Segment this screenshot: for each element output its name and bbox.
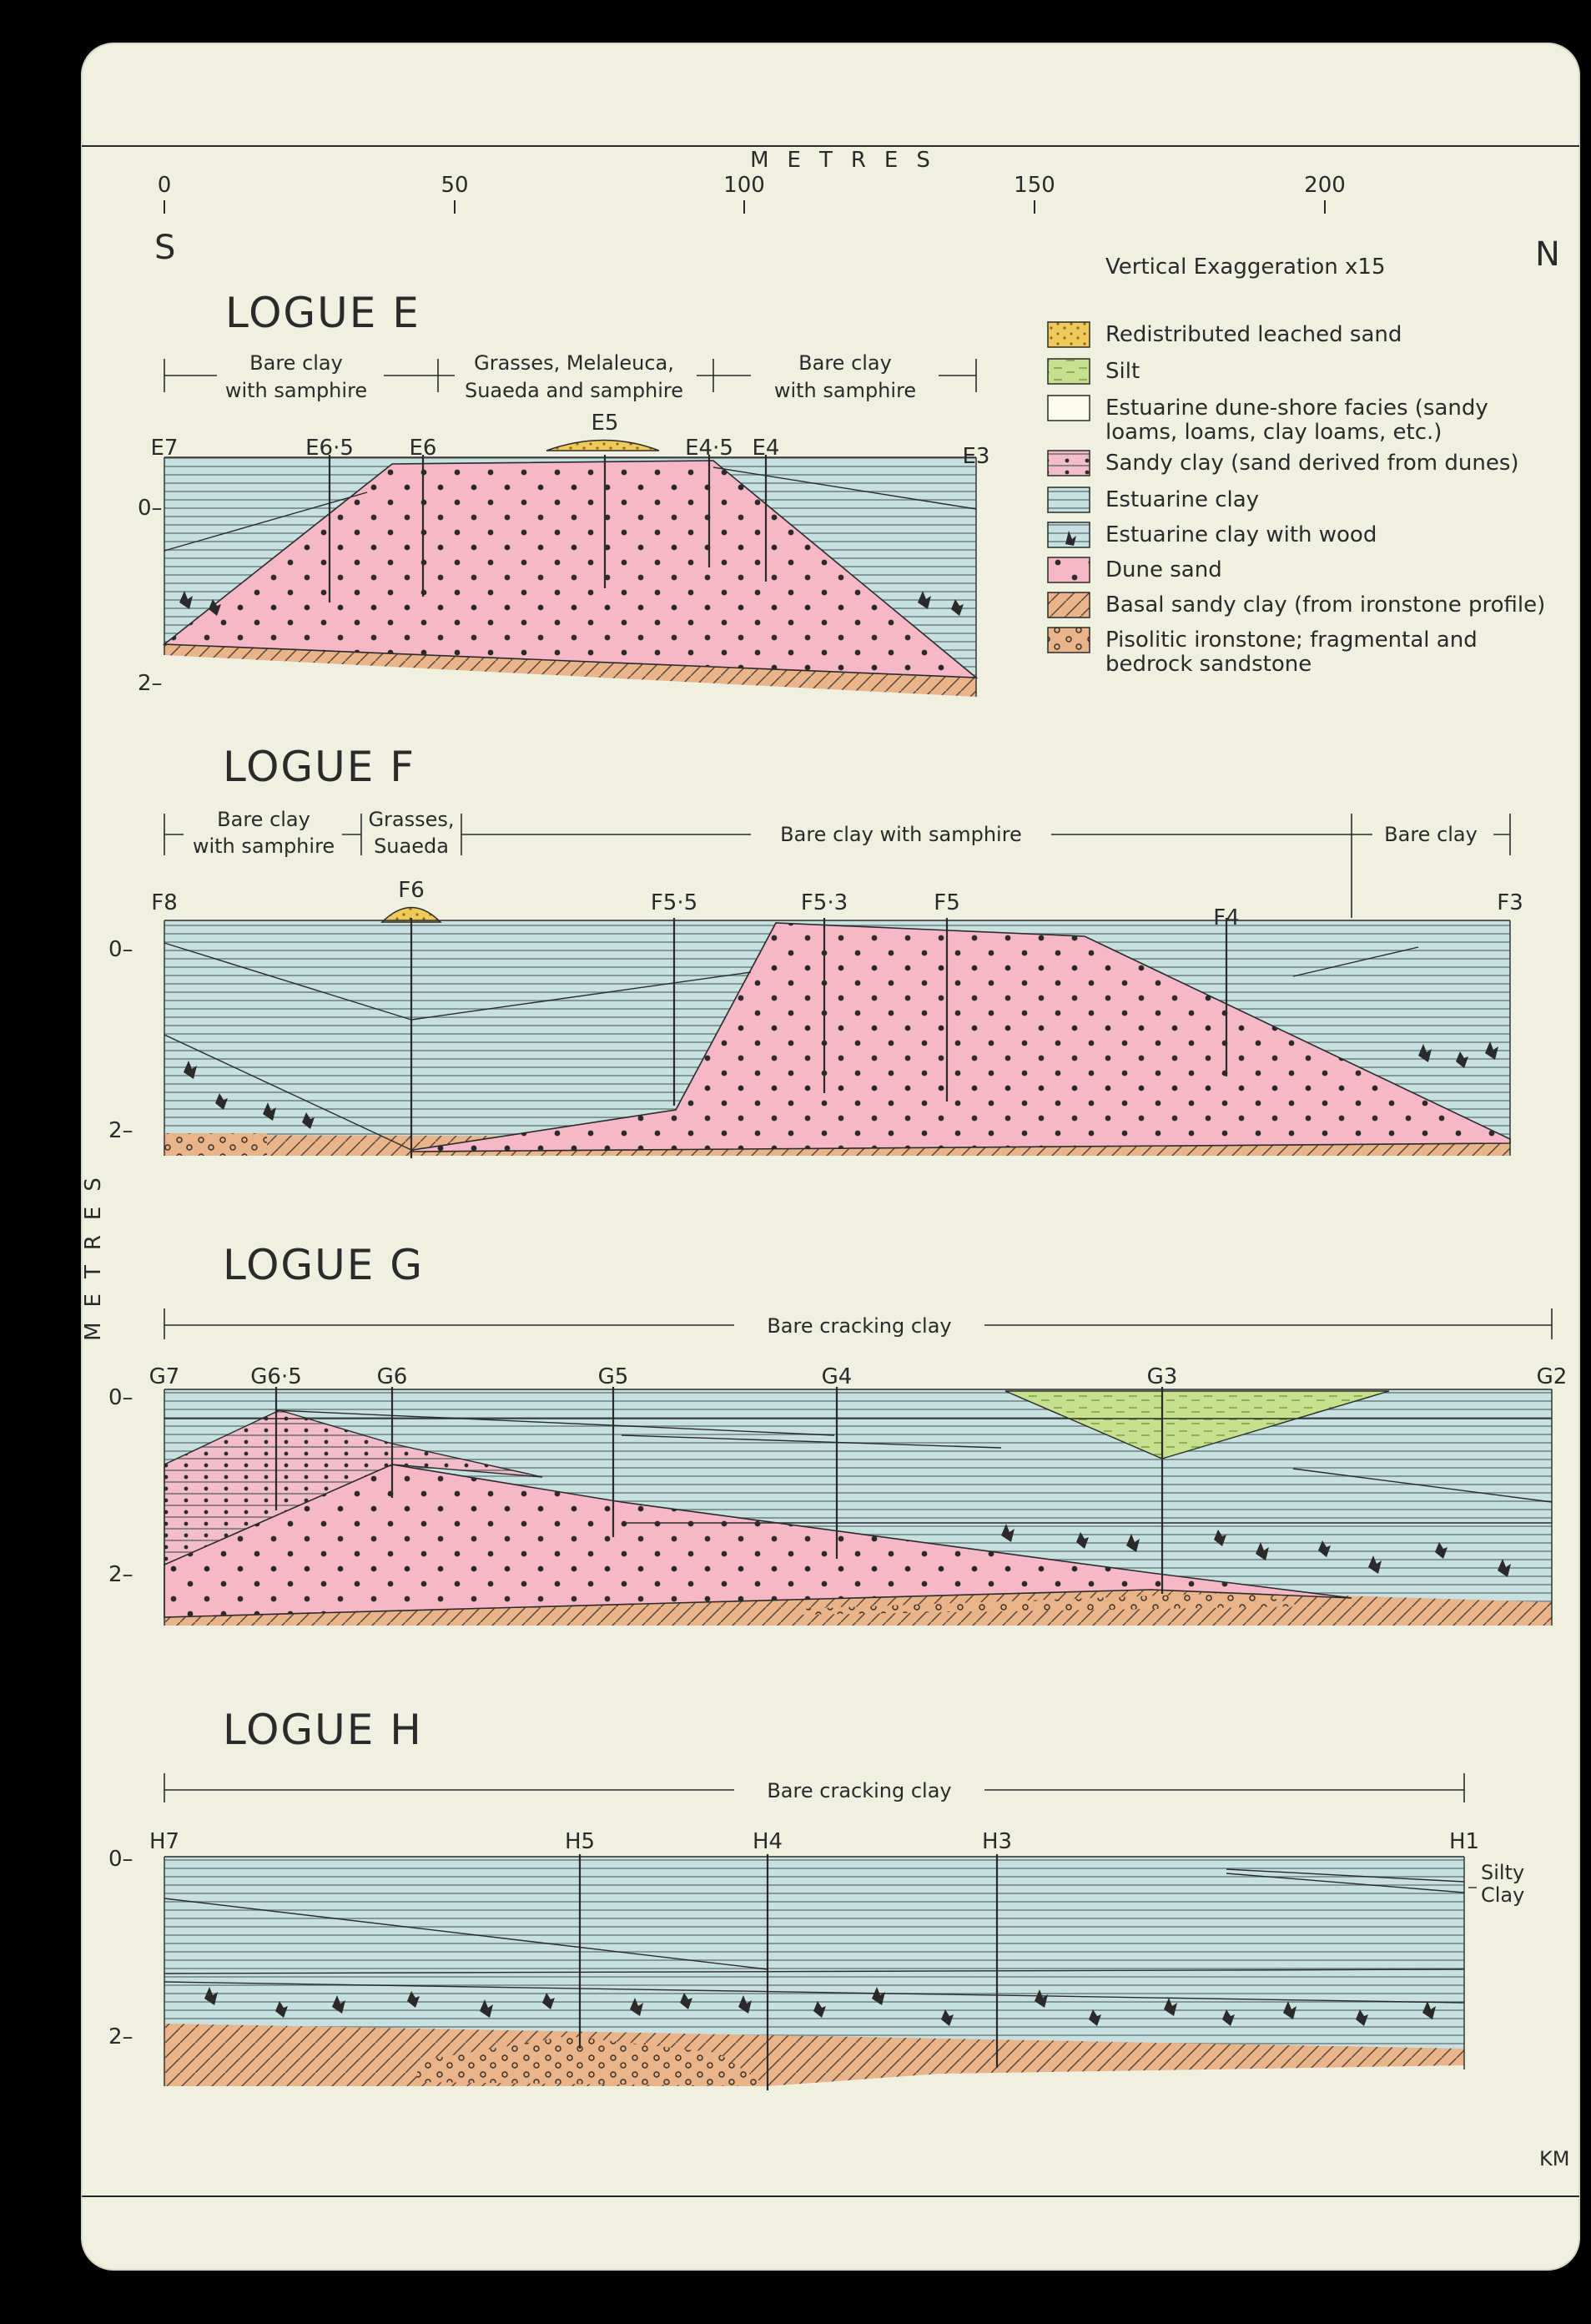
- legend-label: Estuarine dune-shore facies (sandy: [1105, 396, 1488, 421]
- borehole-label: E5: [591, 411, 619, 436]
- vertical-exaggeration-note: Vertical Exaggeration x15: [1105, 255, 1386, 280]
- zone-label: with samphire: [773, 379, 917, 402]
- silty-clay-note: Clay: [1481, 1883, 1525, 1907]
- borehole-label: G6: [376, 1364, 408, 1389]
- section-title: LOGUE H: [223, 1706, 423, 1754]
- depth-label: 0–: [108, 1847, 133, 1872]
- section-title: LOGUE G: [223, 1241, 425, 1289]
- zone-label: Bare cracking clay: [767, 1779, 952, 1802]
- legend-label: bedrock sandstone: [1105, 652, 1312, 677]
- scale-tick-label: 0: [157, 173, 172, 198]
- zone-label: Bare clay: [1384, 823, 1478, 846]
- borehole-label: E6·5: [305, 436, 354, 461]
- legend-label: Basal sandy clay (from ironstone profile): [1105, 592, 1546, 618]
- legend-label: Silt: [1105, 359, 1140, 384]
- borehole-label: H3: [981, 1829, 1013, 1854]
- zone-label: with samphire: [192, 834, 335, 858]
- depth-label: 0–: [108, 1385, 133, 1410]
- south-label: S: [154, 229, 176, 267]
- legend-label: Pisolitic ironstone; fragmental and: [1105, 628, 1478, 653]
- borehole-label: G7: [149, 1364, 180, 1389]
- north-label: N: [1535, 235, 1560, 274]
- borehole-label: E3: [962, 444, 990, 469]
- side-axis-title: METRES: [81, 1162, 106, 1341]
- pisolitic-ironstone: [164, 1133, 267, 1156]
- zone-label: Bare cracking clay: [767, 1314, 952, 1338]
- scale-tick-label: 150: [1014, 173, 1055, 198]
- scale-tick-label: 100: [723, 173, 765, 198]
- estuarine-clay-layer: [164, 1857, 1464, 2057]
- legend-swatch: [1048, 396, 1090, 421]
- borehole-label: H5: [564, 1829, 596, 1854]
- legend-swatch: [1048, 451, 1090, 476]
- section-title: LOGUE F: [223, 743, 416, 791]
- borehole-label: F5: [934, 890, 960, 915]
- legend-swatch: [1048, 557, 1090, 582]
- zone-label: Suaeda and samphire: [464, 379, 684, 402]
- zone-label: Bare clay with samphire: [780, 823, 1022, 846]
- zone-label: Bare clay: [798, 351, 892, 375]
- borehole-label: F4: [1213, 905, 1240, 930]
- section-title: LOGUE E: [225, 289, 420, 337]
- legend-swatch: [1048, 628, 1090, 653]
- legend-label: loams, loams, clay loams, etc.): [1105, 420, 1442, 445]
- zone-label: Grasses, Melaleuca,: [474, 351, 674, 375]
- legend-label: Estuarine clay: [1105, 487, 1260, 512]
- borehole-label: H1: [1448, 1829, 1480, 1854]
- depth-label: 2–: [108, 2024, 133, 2049]
- borehole-label: F3: [1497, 890, 1523, 915]
- depth-label: 2–: [108, 1118, 133, 1143]
- scale-title: METRES: [750, 148, 949, 173]
- scale-tick-label: 200: [1304, 173, 1346, 198]
- zone-label: Bare clay: [249, 351, 343, 375]
- legend-swatch: [1048, 322, 1090, 347]
- borehole-label: G6·5: [250, 1364, 302, 1389]
- borehole-label: E4·5: [685, 436, 733, 461]
- zone-label: with samphire: [224, 379, 368, 402]
- depth-label: 0–: [138, 496, 163, 521]
- borehole-label: E7: [150, 436, 179, 461]
- zone-label: Suaeda: [374, 834, 449, 858]
- legend-swatch: [1048, 487, 1090, 512]
- legend-label: Sandy clay (sand derived from dunes): [1105, 451, 1519, 476]
- borehole-label: F5·5: [650, 890, 698, 915]
- borehole-label: E6: [409, 436, 437, 461]
- legend-swatch: [1048, 592, 1090, 618]
- borehole-label: G3: [1146, 1364, 1178, 1389]
- zone-label: Grasses,: [368, 808, 455, 831]
- borehole-label: F5·3: [800, 890, 848, 915]
- borehole-label: F6: [398, 878, 425, 903]
- legend-swatch: [1048, 359, 1090, 384]
- depth-label: 2–: [138, 671, 163, 696]
- legend-label: Redistributed leached sand: [1105, 322, 1402, 347]
- zone-label: Bare clay: [217, 808, 310, 831]
- legend-label: Estuarine clay with wood: [1105, 522, 1377, 547]
- borehole-label: F8: [151, 890, 178, 915]
- borehole-label: E4: [752, 436, 780, 461]
- depth-label: 2–: [108, 1562, 133, 1587]
- scale-tick-label: 50: [441, 173, 469, 198]
- borehole-label: G4: [821, 1364, 853, 1389]
- borehole-label: H4: [752, 1829, 783, 1854]
- borehole-label: G5: [597, 1364, 629, 1389]
- borehole-label: H7: [149, 1829, 180, 1854]
- author-initials: KM: [1539, 2147, 1570, 2170]
- legend-label: Dune sand: [1105, 557, 1222, 582]
- borehole-label: G2: [1536, 1364, 1568, 1389]
- silty-clay-note: Silty: [1481, 1861, 1525, 1884]
- depth-label: 0–: [108, 937, 133, 962]
